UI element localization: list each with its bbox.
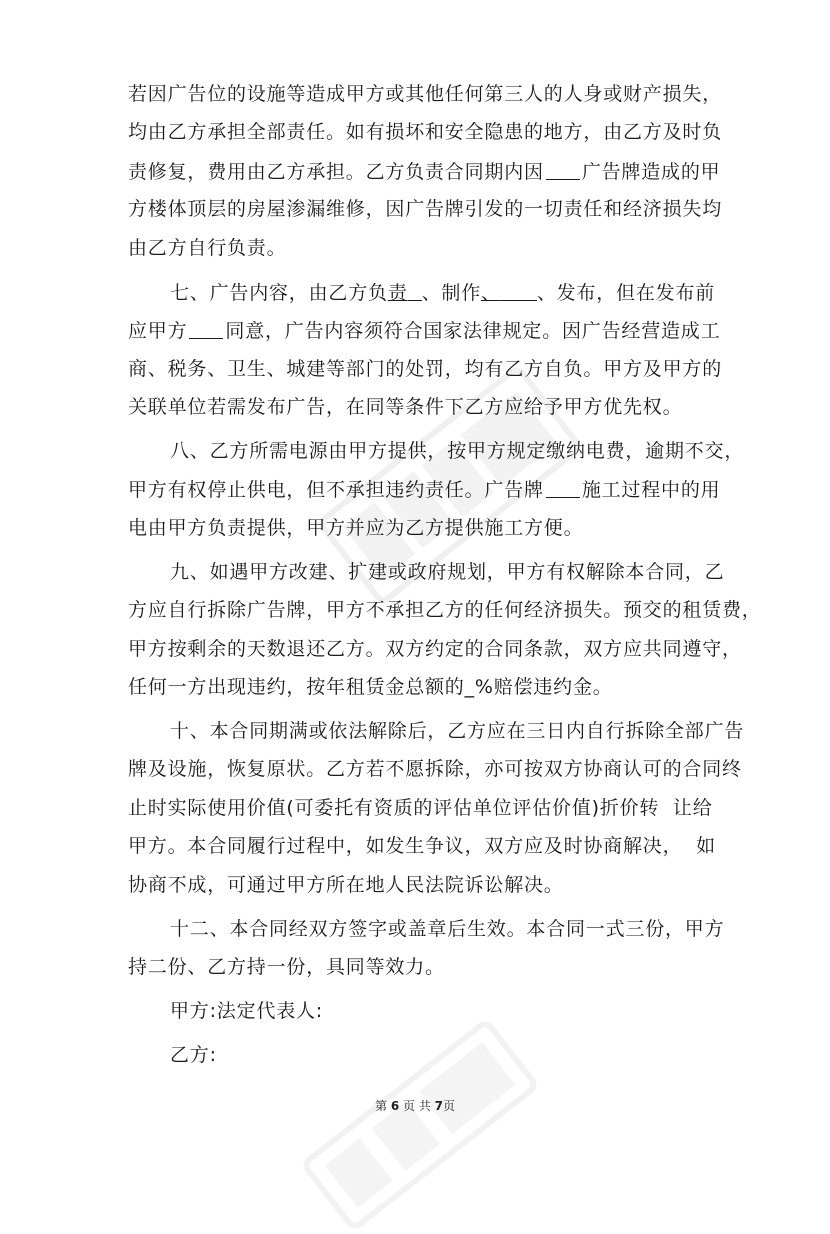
clause-10: 十、本合同期满或依法解除后，乙方应在三日内自行拆除全部广告 — [170, 720, 745, 742]
footer-suffix: 页 — [443, 1099, 456, 1113]
text-line — [128, 159, 720, 184]
text-line: 甲方按剩余的天数退还乙方。双方约定的合同条款，双方应共同遵守， — [128, 638, 742, 660]
current-page-number: 6 — [390, 1099, 400, 1113]
text-line: 若因广告位的设施等造成甲方或其他任何第三人的人身或财产损失， — [128, 83, 723, 105]
text-line: 方楼体顶层的房屋渗漏维修，因广告牌引发的一切责任和经济损失均 — [128, 198, 723, 220]
text-line — [128, 477, 720, 502]
watermark-bottom — [298, 1016, 543, 1234]
party-a-signature-label: 甲方:法定代表人: — [170, 1000, 324, 1022]
clause-7 — [170, 280, 715, 305]
text-segment: 甲方有权停止供电，但不承担违约责任。广告牌 — [128, 479, 544, 501]
text-line: 电由甲方负责提供，甲方并应为乙方提供施工方便。 — [128, 517, 584, 539]
underlined-text: 、 — [481, 282, 501, 304]
total-page-number: 7 — [434, 1099, 444, 1113]
clause-12: 十二、本合同经双方签字或盖章后生效。本合同一式三份，甲方 — [170, 918, 725, 940]
text-line — [128, 318, 720, 343]
blank-underline — [189, 318, 223, 339]
blank-underline — [501, 280, 537, 301]
text-segment: 七、广告内容，由乙方负 — [170, 282, 388, 304]
blank-underline — [546, 477, 580, 498]
text-line: 方应自行拆除广告牌，甲方不承担乙方的任何经济损失。预交的租赁费， — [128, 599, 762, 621]
text-segment: 、发布，但在发布前 — [536, 282, 716, 304]
text-line: 牌及设施，恢复原状。乙方若不愿拆除，亦可按双方协商认可的合同终 — [128, 758, 742, 780]
text-line: 关联单位若需发布广告，在同等条件下乙方应给予甲方优先权。 — [128, 396, 683, 418]
underlined-text: 责 — [387, 282, 408, 304]
text-segment: 施工过程中的用 — [581, 479, 721, 501]
blank-underline — [546, 159, 580, 180]
text-segment: 应甲方 — [128, 320, 188, 342]
footer-prefix: 第 — [374, 1099, 387, 1113]
text-line: 持二份、乙方持一份，具同等效力。 — [128, 956, 445, 978]
text-line: 均由乙方承担全部责任。如有损坏和安全隐患的地方，由乙方及时负 — [128, 121, 723, 143]
text-line: 任何一方出现违约，按年租赁金总额的_%赔偿违约金。 — [128, 676, 613, 698]
text-segment: 责修复，费用由乙方承担。乙方负责合同期内因 — [128, 161, 544, 183]
text-line: 协商不成，可通过甲方所在地人民法院诉讼解决。 — [128, 874, 564, 896]
clause-8: 八、乙方所需电源由甲方提供，按甲方规定缴纳电费，逾期不交， — [170, 440, 745, 462]
text-line: 由乙方自行负责。 — [128, 237, 287, 259]
text-segment: 同意，广告内容须符合国家法律规定。因广告经营造成工 — [225, 320, 721, 342]
page-footer — [0, 1097, 830, 1114]
clause-9: 九、如遇甲方改建、扩建或政府规划，甲方有权解除本合同，乙 — [170, 561, 725, 583]
text-segment: 、制作 — [421, 282, 482, 304]
text-segment: 广告牌造成的甲 — [581, 161, 721, 183]
party-b-signature-label: 乙方: — [170, 1044, 217, 1066]
text-line: 甲方。本合同履行过程中，如发生争议，双方应及时协商解决， 如 — [128, 835, 716, 857]
blank-underline — [408, 280, 422, 301]
text-line: 商、税务、卫生、城建等部门的处罚，均有乙方自负。甲方及甲方的 — [128, 358, 723, 380]
footer-middle: 页 共 — [403, 1099, 431, 1113]
text-line: 止时实际使用价值(可委托有资质的评估单位评估价值)折价转 让给 — [128, 797, 713, 819]
